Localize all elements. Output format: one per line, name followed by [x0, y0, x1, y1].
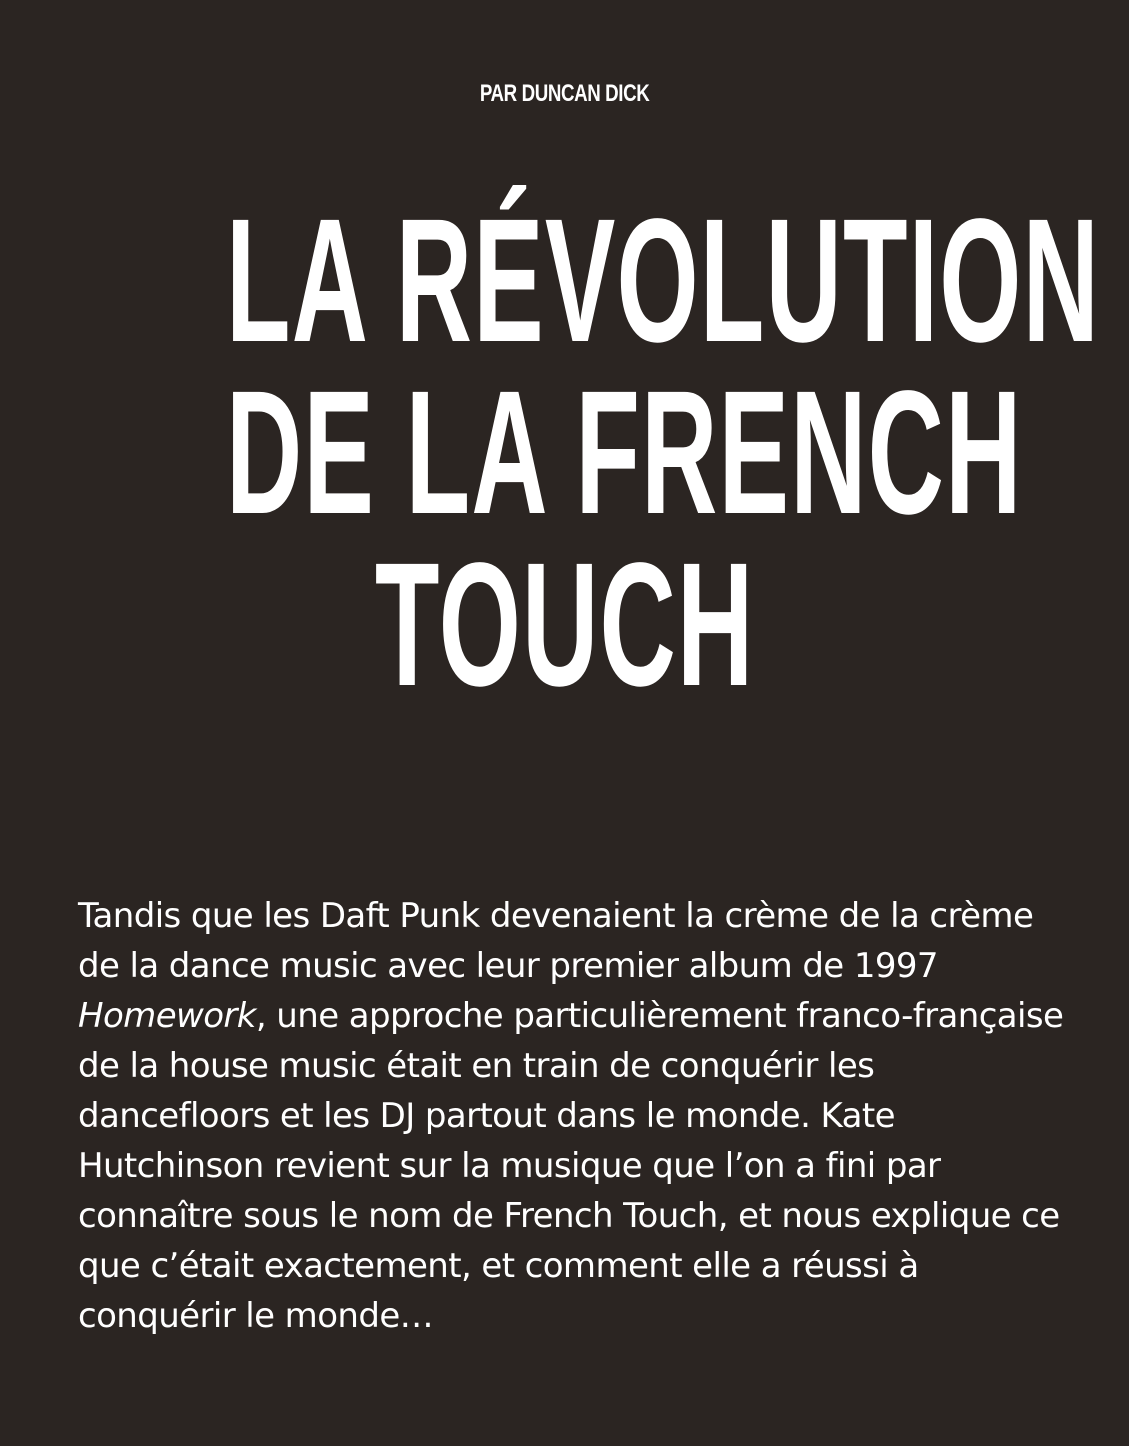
article-headline	[226, 183, 1101, 723]
headline-line-3: TOUCH	[374, 527, 755, 723]
headline-line-1: LA RÉVOLUTION	[226, 183, 1101, 379]
intro-text-part-2: , une approche particulièrement franco-française de la house music était en train de conquérir les dancefloors et les DJ partout dans le monde. Kate Hutchinson revient sur la musique que l’on a fini par connaître sous le nom de French Touch, et nous explique ce que c’était exactement, et comment elle a réussi à conquérir le monde…	[78, 996, 1064, 1336]
headline-line-2: DE LA FRENCH	[226, 355, 1023, 551]
article-intro	[78, 891, 1068, 1341]
article-byline: PAR DUNCAN DICK	[479, 80, 650, 107]
album-title: Homework	[78, 996, 256, 1036]
intro-text-part-1: Tandis que les Daft Punk devenaient la crème de la crème de la dance music avec leur premier album de 1997	[78, 896, 1034, 986]
